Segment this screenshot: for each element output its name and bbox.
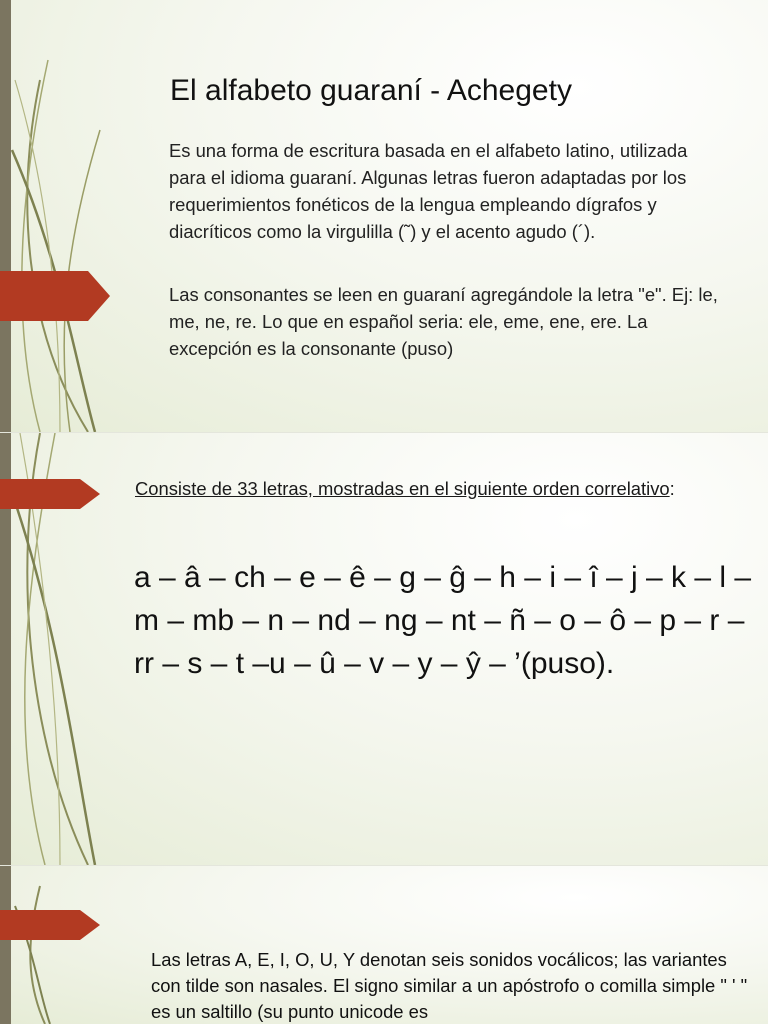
slide-3 bbox=[0, 866, 768, 1024]
consonants-paragraph: Las consonantes se leen en guaraní agregándole la letra "e". Ej: le, me, ne, re. Lo que en español seria: ele, eme, ene, ere. La excepción es la consonante (puso) bbox=[169, 284, 718, 359]
alphabet-heading bbox=[135, 475, 715, 502]
alphabet-heading-colon: : bbox=[669, 478, 675, 499]
vine-decoration bbox=[0, 866, 120, 1024]
slide-title: El alfabeto guaraní - Achegety bbox=[170, 74, 572, 107]
vowels-paragraph: Las letras A, E, I, O, U, Y denotan seis sonidos vocálicos; las variantes con tilde son nasales. El signo similar a un apóstrofo o comilla simple " ' " es un saltillo (su punto unicode es bbox=[151, 949, 748, 1022]
accent-arrow-tag bbox=[0, 271, 110, 321]
slide-1 bbox=[0, 0, 768, 432]
slide-2 bbox=[0, 433, 768, 865]
alphabet-heading-text: Consiste de 33 letras, mostradas en el siguiente orden correlativo bbox=[135, 478, 670, 499]
intro-paragraph: Es una forma de escritura basada en el alfabeto latino, utilizada para el idioma guaraní. Algunas letras fueron adaptadas por los requerimientos fonéticos de la lengua empleando dígrafos y diacríticos como la virgulilla (˜) y el acento agudo (´). bbox=[169, 140, 688, 242]
accent-arrow-tag bbox=[0, 479, 100, 509]
vine-decoration bbox=[0, 0, 120, 432]
accent-arrow-tag bbox=[0, 910, 100, 940]
alphabet-letters: a – â – ch – e – ê – g – ĝ – h – i – î – j – k – l – m – mb – n – nd – ng – nt – ñ – o – ô – p – r – rr – s – t –u – û – v – y – ŷ – ’(puso). bbox=[134, 561, 752, 680]
